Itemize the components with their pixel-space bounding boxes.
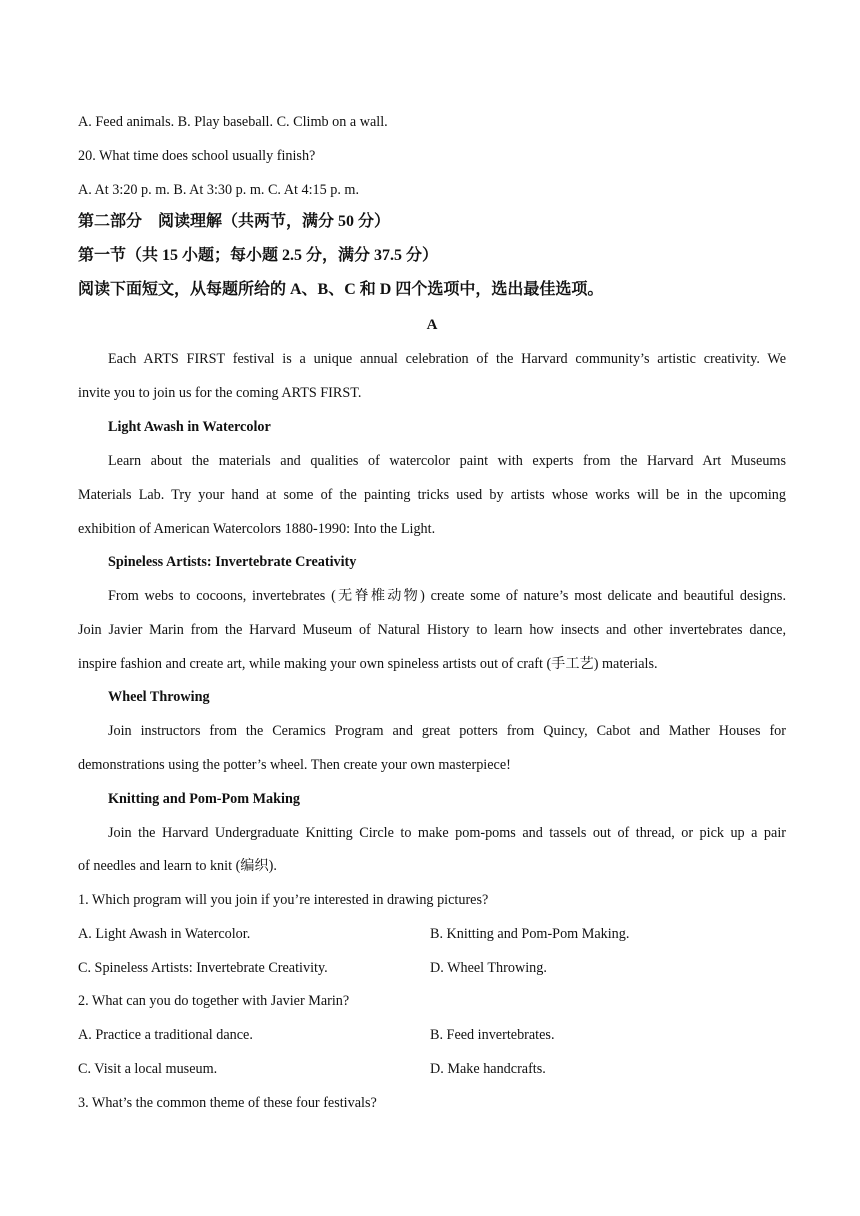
knitting-line-1: Join the Harvard Undergraduate Knitting Circle to make pom-poms and tassels out of thread, or pick up a pair (108, 825, 786, 841)
question-2-option-c: C. Visit a local museum. (78, 1061, 218, 1077)
question-1-option-c: C. Spineless Artists: Invertebrate Creativity. (78, 960, 328, 976)
question-20-options: A. At 3:20 p. m. B. At 3:30 p. m. C. At 4:15 p. m. (78, 182, 360, 198)
knitting-line-2: of needles and learn to knit (编织). (78, 858, 277, 874)
question-1-option-d: D. Wheel Throwing. (430, 960, 547, 976)
question-2: 2. What can you do together with Javier Marin? (78, 993, 350, 1009)
passage-letter: A (426, 317, 438, 333)
question-2-option-b: B. Feed invertebrates. (430, 1027, 555, 1043)
wheel-line-1: Join instructors from the Ceramics Program and great potters from Quincy, Cabot and Mather Houses for (108, 723, 786, 739)
watercolor-line-2: Materials Lab. Try your hand at some of the painting tricks used by artists whose works will be in the upcoming (78, 487, 786, 503)
instruction: 阅读下面短文，从每题所给的 A、B、C 和 D 四个选项中，选出最佳选项。 (78, 281, 604, 298)
spineless-line-1: From webs to cocoons, invertebrates (无脊椎动物) create some of nature’s most delicate and beautiful designs. (108, 588, 786, 604)
part-heading: 第二部分 阅读理解（共两节，满分 50 分） (78, 213, 391, 230)
heading-knitting: Knitting and Pom-Pom Making (108, 791, 300, 807)
intro-line-2: invite you to join us for the coming ARTS FIRST. (78, 385, 362, 401)
wheel-line-2: demonstrations using the potter’s wheel. Then create your own masterpiece! (78, 757, 511, 773)
question-1: 1. Which program will you join if you’re interested in drawing pictures? (78, 892, 489, 908)
question-1-option-b: B. Knitting and Pom-Pom Making. (430, 926, 630, 942)
heading-watercolor: Light Awash in Watercolor (108, 419, 271, 435)
question-3: 3. What’s the common theme of these four festivals? (78, 1095, 377, 1111)
watercolor-line-3: exhibition of American Watercolors 1880-1990: Into the Light. (78, 521, 436, 537)
heading-wheel: Wheel Throwing (108, 689, 210, 705)
heading-spineless: Spineless Artists: Invertebrate Creativity (108, 554, 357, 570)
question-2-option-d: D. Make handcrafts. (430, 1061, 546, 1077)
intro-line-1: Each ARTS FIRST festival is a unique annual celebration of the Harvard community’s artistic creativity. We (108, 351, 786, 367)
spineless-line-3: inspire fashion and create art, while making your own spineless artists out of craft (手工艺) materials. (78, 656, 658, 672)
question-20: 20. What time does school usually finish? (78, 148, 316, 164)
question-1-option-a: A. Light Awash in Watercolor. (78, 926, 251, 942)
section-heading: 第一节（共 15 小题；每小题 2.5 分，满分 37.5 分） (78, 247, 439, 264)
question-2-option-a: A. Practice a traditional dance. (78, 1027, 253, 1043)
previous-answer-options: A. Feed animals. B. Play baseball. C. Climb on a wall. (78, 114, 388, 130)
spineless-line-2: Join Javier Marin from the Harvard Museum of Natural History to learn how insects and other invertebrates dance, (78, 622, 786, 638)
watercolor-line-1: Learn about the materials and qualities of watercolor paint with experts from the Harvard Art Museums (108, 453, 786, 469)
